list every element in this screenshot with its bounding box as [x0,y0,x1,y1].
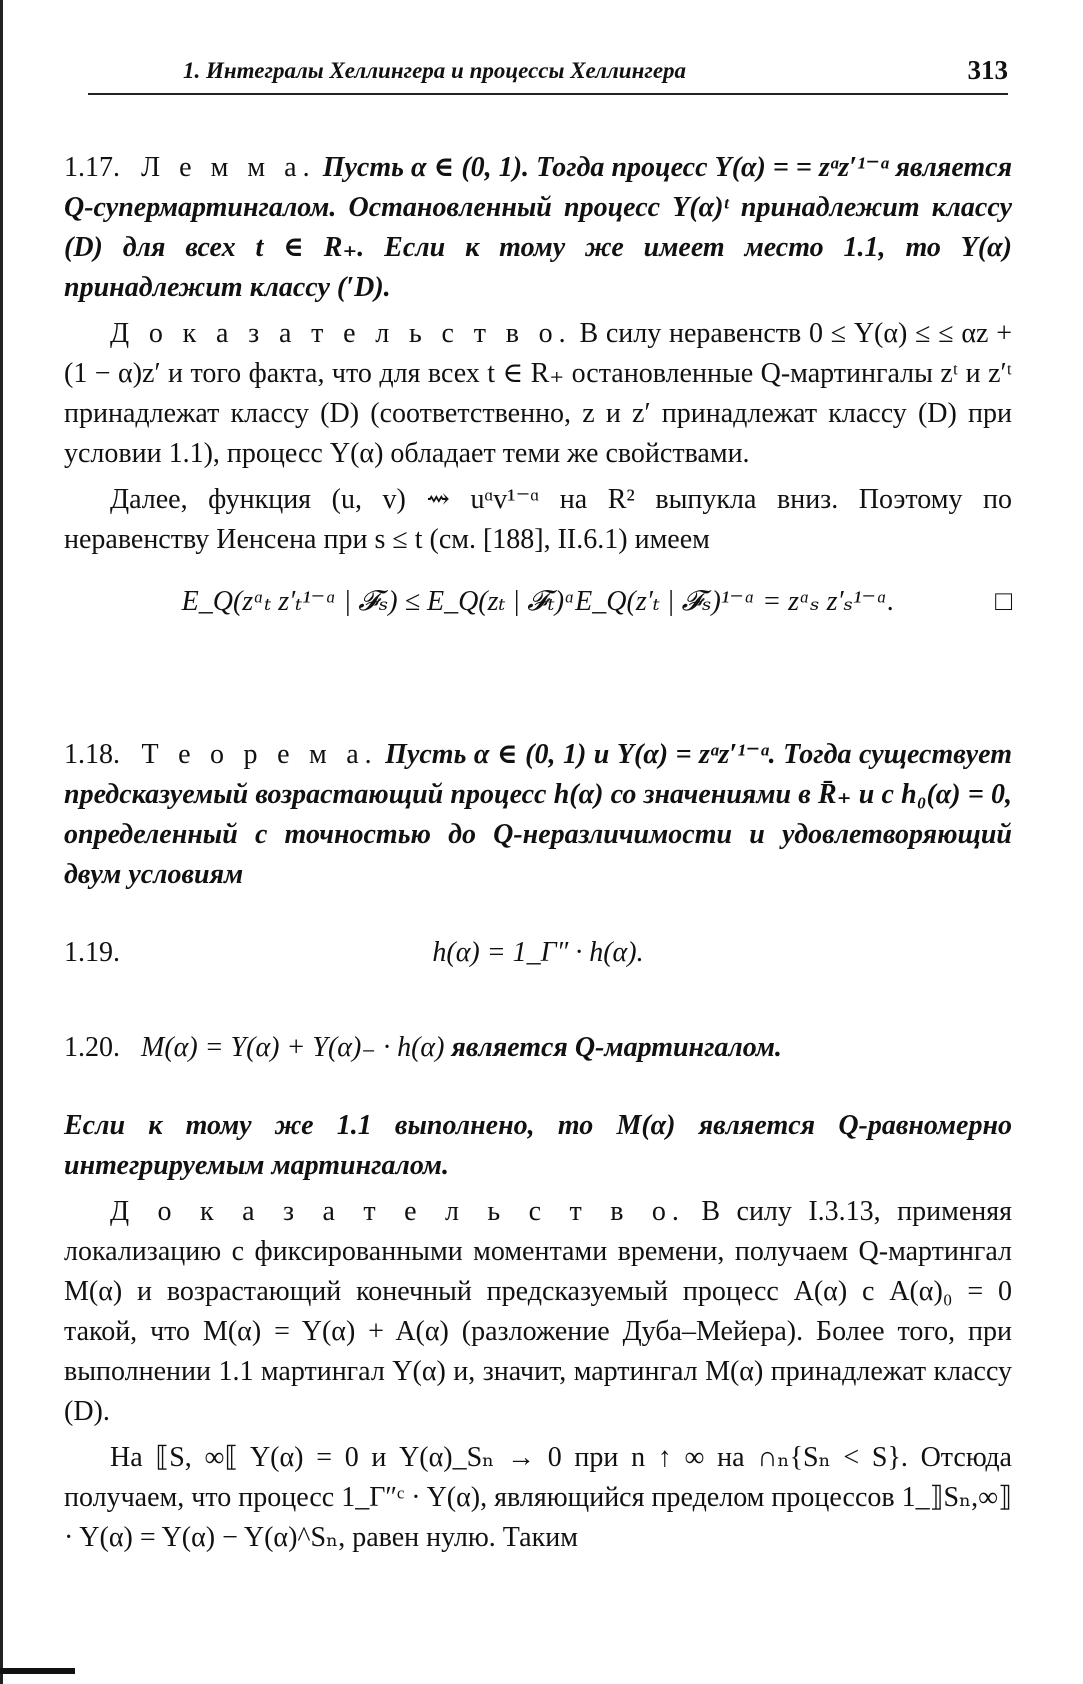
proof1-text: В силу неравенств 0 ≤ Y(α) ≤ ≤ αz + (1 − α)z′ и того факта, что для всех t ∈ R₊ остановленные Q-мартингалы zᵗ и z′ᵗ принадлежат классу (D) (соответственно, z и z′ принадлежат классу (D) при условии 1.1), процесс Y(α) обладает теми же свойствами. [64,318,1012,469]
theorem-number: 1.18. [64,739,120,770]
qed-symbol: □ [995,586,1012,617]
proof2-paragraph-2: На ⟦S, ∞⟦ Y(α) = 0 и Y(α)_Sₙ → 0 при n ↑ ∞ на ∩ₙ{Sₙ < S}. Отсюда получаем, что процесс 1_Γ″ᶜ · Y(α), являющийся пределом процессов 1_⟧Sₙ,∞⟧ · Y(α) = Y(α) − Y(α)^Sₙ, равен нулю. Таким [64,1442,1012,1553]
proof2-label: Д о к а з а т е л ь с т в о. [110,1196,685,1227]
proof1-label: Д о к а з а т е л ь с т в о. [110,318,572,349]
running-title: 1. Интегралы Хеллингера и процессы Хеллингера [183,58,687,83]
running-header [88,55,1008,95]
equation-1-20 [64,1028,1012,1068]
lemma-block [64,148,1012,622]
theorem-label: Т е о р е м а. [141,739,378,770]
theorem-text: Пусть α ∈ (0, 1) и Y(α) = zᵅz′¹⁻ᵅ. Тогда существует предсказуемый возрастающий процесс h(α) со значениями в R̄₊ и с h₀(α) = 0, определенный с точностью до Q-неразличимости и удовлетворяющий двум условиям [64,739,1013,890]
lemma-paragraph [64,148,1012,308]
equation-1-19 [64,933,1012,973]
theorem-paragraph [64,735,1012,895]
equation-1-20-tail: является Q-мартингалом. [451,1032,782,1063]
theorem-tail: Если к тому же 1.1 выполнено, то M(α) является Q-равномерно интегрируемым мартингалом. [64,1110,1012,1181]
equation-1-19-formula: h(α) = 1_Γ″ · h(α). [432,937,644,968]
bottom-edge-mark [0,1668,75,1674]
equation-1-20-formula: M(α) = Y(α) + Y(α)₋ · h(α) [141,1032,445,1063]
jensen-formula: E_Q(zᵅₜ z′ₜ¹⁻ᵅ | 𝓕ₛ) ≤ E_Q(zₜ | 𝓕ₜ)ᵅE_Q(z′ₜ | 𝓕ₛ)¹⁻ᵅ = zᵅₛ z′ₛ¹⁻ᵅ. [181,586,895,617]
jensen-formula-row [64,582,1012,622]
proof2-paragraph [64,1192,1012,1432]
equation-1-20-number: 1.20. [64,1032,120,1063]
lemma-text: Пусть α ∈ (0, 1). Тогда процесс Y(α) = = zᵅz′¹⁻ᵅ является Q-супермартингалом. Остановленный процесс Y(α)ᵗ принадлежит классу (D) для всех t ∈ R₊. Если к тому же имеет место 1.1, то Y(α) принадлежит классу (′D). [64,152,1013,303]
lemma-number: 1.17. [64,152,120,183]
proof2-text: В силу I.3.13, применяя локализацию с фиксированными моментами времени, получаем Q-мартингал M(α) и возрастающий конечный предсказуемый процесс A(α) с A(α)₀ = 0 такой, что M(α) = Y(α) + A(α) (разложение Дуба–Мейера). Более того, при выполнении 1.1 мартингал Y(α) и, значит, мартингал M(α) принадлежат классу (D). [64,1196,1012,1427]
page-edge-rule [0,0,3,1684]
equation-1-19-number: 1.19. [64,937,120,968]
proof1-paragraph [64,314,1012,474]
page-number: 313 [967,55,1008,85]
lemma-label: Л е м м а. [141,152,316,183]
theorem-block [64,735,1012,1558]
proof1-paragraph-2: Далее, функция (u, v) ⇝ uᵅv¹⁻ᵅ на R² выпукла вниз. Поэтому по неравенству Иенсена при s ≤ t (см. [188], II.6.1) имеем [64,484,1012,555]
